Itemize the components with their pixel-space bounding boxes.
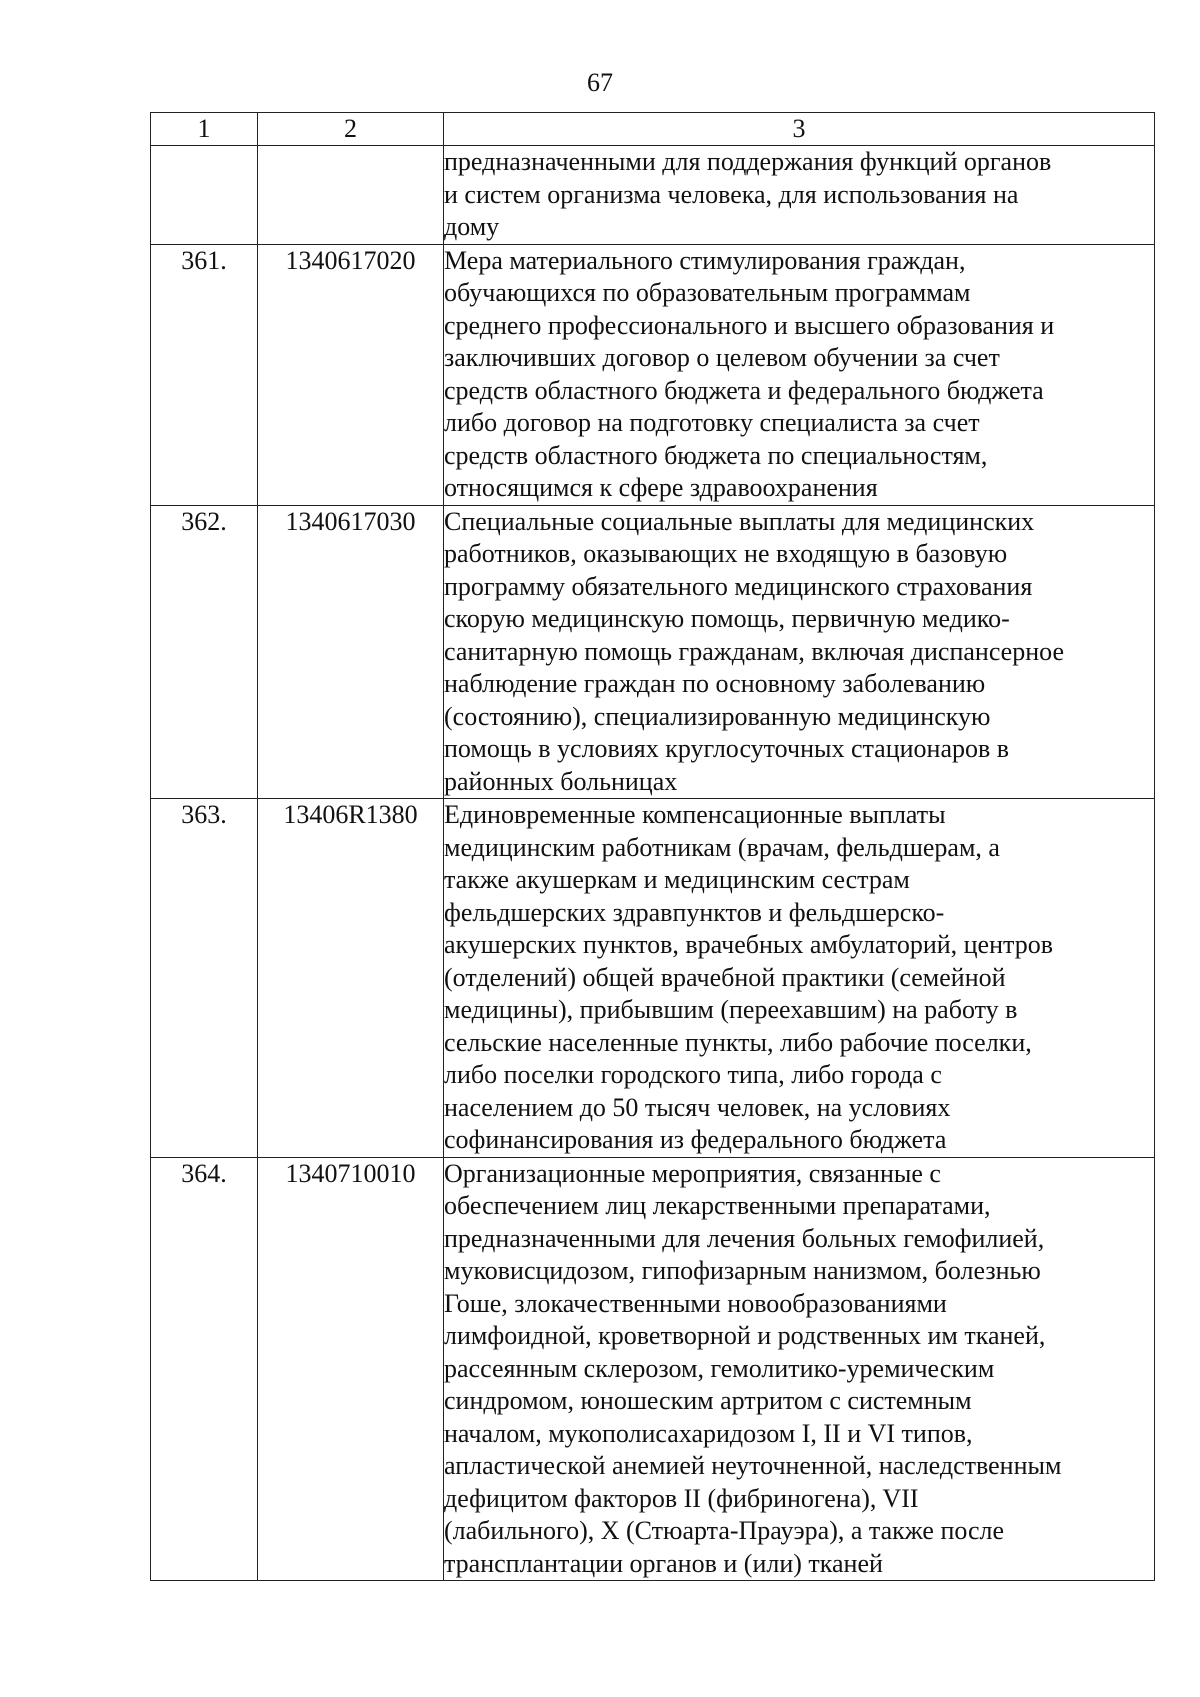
row-code: 1340617030 xyxy=(258,505,444,799)
row-description: Единовременные компенсационные выплаты медицинским работникам (врачам, фельдшерам, а также акушеркам и медицинским сестрам фельдшерских здравпунктов и фельдшерско- акушерских пунктов, врачебных амбулаторий, центров (отделений) общей врачебной практики (семейной медицины), прибывшим (переехавшим) на работу в сельские населенные пункты, либо рабочие поселки, либо поселки городского типа, либо города с населением до 50 тысяч человек, на условиях софинансирования из федерального бюджета xyxy=(444,799,1155,1158)
row-number: 364. xyxy=(151,1157,258,1581)
table-row xyxy=(151,505,1155,799)
row-code: 1340617020 xyxy=(258,244,444,505)
row-number: 362. xyxy=(151,505,258,799)
row-code: 13406R1380 xyxy=(258,799,444,1158)
table-row xyxy=(151,146,1155,245)
row-description: Организационные мероприятия, связанные с обеспечением лиц лекарственными препаратами, предназначенными для лечения больных гемофилией, муковисцидозом, гипофизарным нанизмом, болезнью Гоше, злокачественными новообразованиями лимфоидной, кроветворной и родственных им тканей, рассеянным склерозом, гемолитико-уремическим синдромом, юношеским артритом с системным началом, мукополисахаридозом I, II и VI типов, апластической анемией неуточненной, наследственным дефицитом факторов II (фибриногена), VII (лабильного), X (Стюарта-Прауэра), а также после трансплантации органов и (или) тканей xyxy=(444,1157,1155,1581)
budget-codes-table xyxy=(150,112,1155,1581)
row-number: 363. xyxy=(151,799,258,1158)
column-header-2: 2 xyxy=(258,113,444,146)
column-header-1: 1 xyxy=(151,113,258,146)
page-number: 67 xyxy=(587,68,613,97)
table-row xyxy=(151,799,1155,1158)
row-description: Мера материального стимулирования граждан, обучающихся по образовательным программам среднего профессионального и высшего образования и заключивших договор о целевом обучении за счет средств областного бюджета и федерального бюджета либо договор на подготовку специалиста за счет средств областного бюджета по специальностям, относящимся к сфере здравоохранения xyxy=(444,244,1155,505)
row-number xyxy=(151,146,258,245)
row-description: предназначенными для поддержания функций органов и систем организма человека, для использования на дому xyxy=(444,146,1155,245)
row-number: 361. xyxy=(151,244,258,505)
column-header-3: 3 xyxy=(444,113,1155,146)
row-description: Специальные социальные выплаты для медицинских работников, оказывающих не входящую в базовую программу обязательного медицинского страхования скорую медицинскую помощь, первичную медико- санитарную помощь гражданам, включая диспансерное наблюдение граждан по основному заболеванию (состоянию), специализированную медицинскую помощь в условиях круглосуточных стационаров в районных больницах xyxy=(444,505,1155,799)
table-header-row xyxy=(151,113,1155,146)
row-code xyxy=(258,146,444,245)
table-row xyxy=(151,1157,1155,1581)
row-code: 1340710010 xyxy=(258,1157,444,1581)
table-row xyxy=(151,244,1155,505)
